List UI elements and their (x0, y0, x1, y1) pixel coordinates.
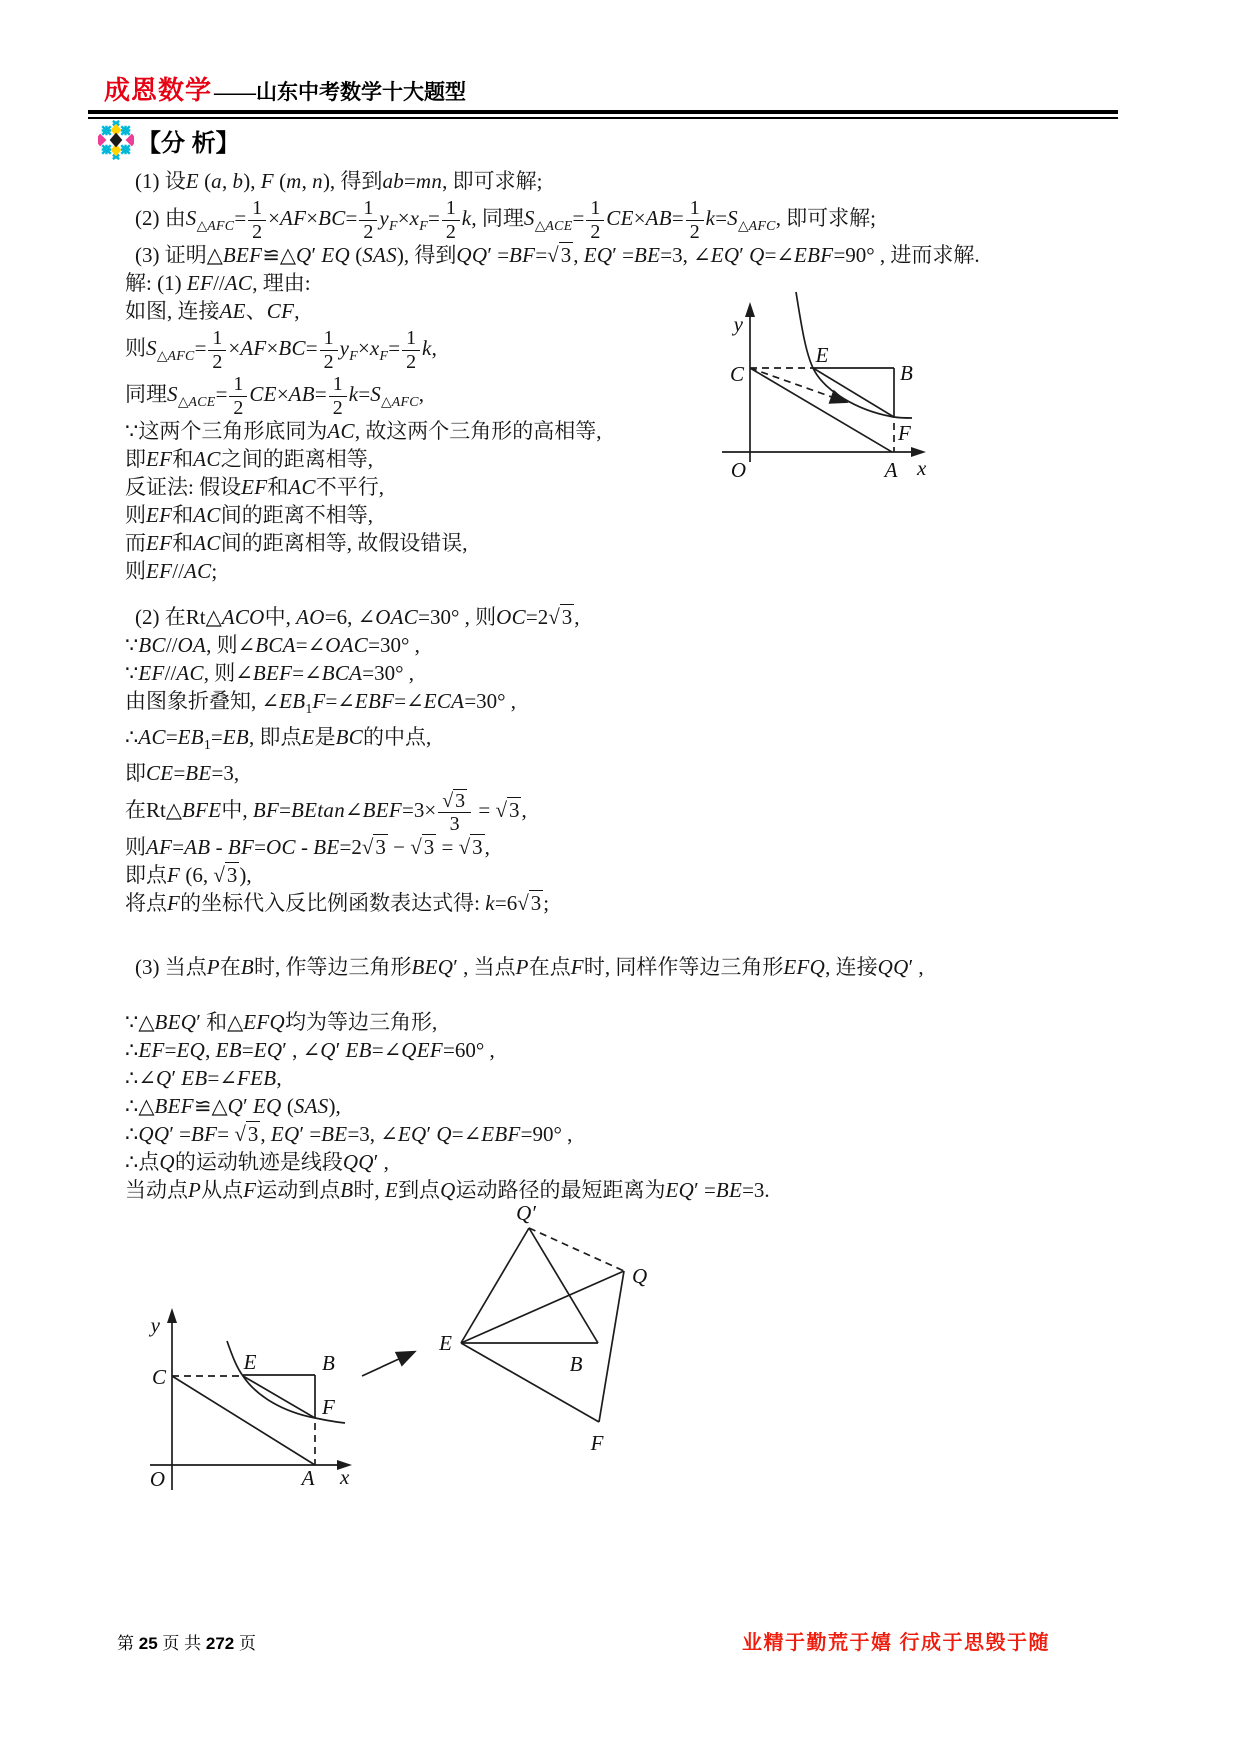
page-number (117, 1629, 256, 1654)
text-line: 反证法: 假设EF和AC不平行, (125, 475, 385, 499)
text-line: $\therefore AC=EB_1=EB$, 即点E是BC的中点, (125, 725, 432, 753)
text-line: ∴△BEF≌△Q′ EQ (SAS), (125, 1094, 341, 1119)
sqrt: √ 3 (442, 789, 466, 812)
sqrt: √3 (213, 863, 238, 888)
label-y: y (150, 1313, 160, 1337)
text-line: 即EF和AC之间的距离相等, (125, 447, 373, 471)
figure-bottom (110, 1195, 690, 1495)
label-C: C (151, 1365, 166, 1389)
brand-logo: 成恩数学 (104, 75, 213, 105)
header-subtitle: ——山东中考数学十大题型 (214, 80, 467, 104)
text-line: 在Rt△BFE中, BF=BEtan∠BEF=3× $\frac{√ 3}{3}$ = √3, (125, 789, 527, 836)
text-line: 当动点P从点F运动到点B时, E到点Q运动路径的最短距离为EQ′ =BE=3. (125, 1178, 770, 1203)
text-line: ∴QQ′ =BF= √3, EQ′ =BE=3, ∠EQ′ Q=∠EBF=90° , (125, 1122, 573, 1147)
fraction: $\frac{1}{2}$ (686, 197, 704, 243)
label-F: F (322, 1395, 335, 1419)
page-number-prefix: 第 (117, 1634, 134, 1653)
fraction: $\frac{1}{2}$ (208, 327, 226, 373)
fraction: $\frac{1}{2}$ (248, 197, 266, 243)
segment-CA (172, 1376, 315, 1465)
label-F: F (590, 1431, 604, 1455)
label-C: C (729, 362, 744, 386)
label-E: E (243, 1350, 257, 1374)
text-line: 由图象折叠知, $\angle EB_1F=\angle EBF=\angle ECA=30^\circ$ , (125, 689, 517, 717)
sqrt: √3 (458, 835, 483, 860)
fraction: $\frac{√ 3}{3}$ (438, 790, 471, 836)
header-rule-thick (88, 110, 1118, 114)
label-O: O (149, 1467, 165, 1491)
fraction: $\frac{1}{2}$ (359, 197, 377, 243)
segment-EF (243, 1376, 315, 1418)
text-line: 而EF和AC间的距离相等, 故假设错误, (125, 531, 468, 555)
text-line: 则$S_{\triangle AFC}=$ $\frac{1}{2}$ ×AF×BC= $\frac{1}{2}$ $y_F\times x_F=$ $\frac{1}{2}$ k, (125, 327, 437, 373)
text-line: 则AF=AB - BF=OC - BE=2√3 − √3 = √3, (125, 835, 490, 860)
y-axis-arrow (167, 1308, 177, 1323)
fraction: $\frac{1}{2}$ (320, 327, 338, 373)
sqrt: √3 (361, 835, 386, 860)
sqrt: √3 (517, 891, 542, 916)
sqrt: √3 (548, 605, 573, 629)
text-line: 则EF和AC间的距离不相等, (125, 503, 373, 527)
current-page: 25 (138, 1634, 158, 1653)
flower-icon (98, 120, 134, 160)
text-line: (1) 设E (a, b), F (m, n), 得到ab=mn, 即可求解; (135, 169, 543, 193)
pointer-arrow (362, 1352, 414, 1376)
fraction: $\frac{1}{2}$ (402, 327, 420, 373)
analysis-heading: 【分 析】 (137, 129, 240, 157)
sqrt: √3 (495, 798, 520, 823)
segment-QprimeB (529, 1228, 598, 1343)
segment-EQprime (461, 1228, 529, 1343)
text-line: 即CE=BE=3, (125, 761, 240, 786)
label-x: x (340, 1465, 350, 1489)
header-rule-thin (88, 117, 1118, 119)
text-line: ∵BC//OA, 则∠BCA=∠OAC=30° , (125, 633, 420, 657)
text-line: 如图, 连接AE、CF, (125, 299, 300, 323)
page-number-suffix: 页 (238, 1634, 256, 1653)
label-A: A (884, 458, 898, 482)
label-Qprime: Q′ (516, 1201, 536, 1225)
figure-coordinate-top (630, 278, 950, 488)
segment-EF (813, 368, 894, 417)
label-Q: Q (632, 1264, 648, 1288)
segment-QprimeQ-dashed (529, 1228, 624, 1271)
analysis-section-header (98, 120, 240, 160)
segment-EQ (461, 1271, 624, 1343)
segment-QF (599, 1271, 624, 1422)
text-line: (2) 由$S_{\triangle AFC}=$ $\frac{1}{2}$ ×AF×BC= $\frac{1}{2}$ $y_F\times x_F=$ $\frac{1}{2}$ k, 同理$S_{\triangle ACE}=$ $\frac{1}{2}$ CE×AB= $\frac{1}{2}$ $k=S_{\triangle AFC}$, 即可求解; (135, 197, 877, 243)
sqrt: √3 (410, 835, 435, 860)
text-line: ∵△BEQ′ 和△EFQ均为等边三角形, (125, 1010, 438, 1035)
text-line: (2) 在Rt△ACO中, AO=6, ∠OAC=30° , 则OC=2√3, (135, 605, 580, 629)
text-line: (3) 当点P在B时, 作等边三角形BEQ′ , 当点P在点F时, 同样作等边三角形EFQ, 连接QQ′ , (135, 955, 924, 980)
text-line: 将点F的坐标代入反比例函数表达式得: k=6√3; (125, 891, 550, 916)
sqrt: √3 (234, 1122, 259, 1147)
total-pages: 272 (205, 1634, 235, 1653)
text-line: 即点F (6, √3), (125, 863, 252, 888)
label-E: E (815, 343, 829, 367)
label-E: E (439, 1331, 452, 1355)
text-line: ∵EF//AC, 则∠BEF=∠BCA=30° , (125, 661, 415, 685)
text-line: ∴EF=EQ, EB=EQ′ , ∠Q′ EB=∠QEF=60° , (125, 1038, 495, 1063)
label-B: B (569, 1352, 583, 1376)
label-O: O (730, 458, 746, 482)
text-line: (3) 证明△BEF≌△Q′ EQ (SAS), 得到QQ′ =BF=√3, EQ′ =BE=3, ∠EQ′ Q=∠EBF=90° , 进而求解. (135, 243, 980, 267)
label-x: x (917, 456, 927, 480)
label-F: F (898, 421, 911, 445)
label-A: A (301, 1466, 315, 1490)
fraction: $\frac{1}{2}$ (586, 197, 604, 243)
footer-motto: 业精于勤荒于嬉 行成于思毁于随 (742, 1632, 1051, 1654)
fraction: $\frac{1}{2}$ (229, 373, 247, 419)
text-line: 则EF//AC; (125, 559, 218, 583)
page-number-mid: 页 共 (162, 1634, 202, 1653)
y-axis-arrow (745, 302, 755, 317)
fraction: $\frac{1}{2}$ (329, 373, 347, 419)
text-line: 解: (1) EF//AC, 理由: (125, 271, 311, 295)
label-B: B (322, 1351, 335, 1375)
label-y: y (733, 312, 743, 336)
page-header (104, 70, 466, 107)
solution-body (125, 167, 1125, 1204)
fraction: $\frac{1}{2}$ (442, 197, 460, 243)
text-line: 同理$S_{\triangle ACE}=$ $\frac{1}{2}$ CE×AB= $\frac{1}{2}$ $k=S_{\triangle AFC}$, (125, 373, 425, 419)
text-line: ∴点Q的运动轨迹是线段QQ′ , (125, 1150, 389, 1175)
sqrt: √3 (547, 243, 572, 267)
label-B: B (900, 361, 913, 385)
text-line: ∴∠Q′ EB=∠FEB, (125, 1066, 282, 1091)
text-line: ∵这两个三角形底同为AC, 故这两个三角形的高相等, (125, 419, 602, 443)
